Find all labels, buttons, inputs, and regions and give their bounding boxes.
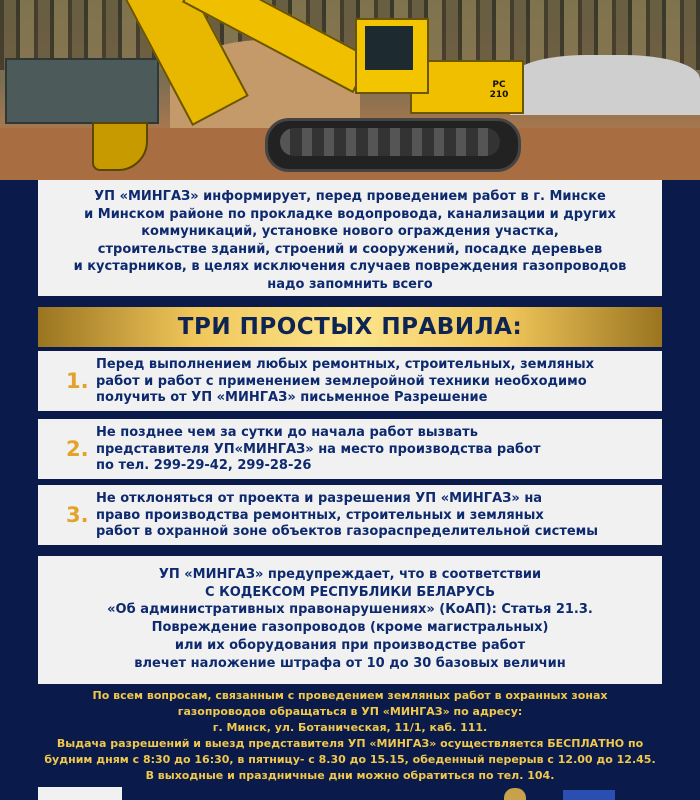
steel-container — [5, 58, 159, 124]
intro-line: и кустарников, в целях исключения случаев повреждения газопроводов — [73, 259, 627, 274]
rule-line: Не отклоняться от проекта и разрешения УП «МИНГАЗ» на — [96, 491, 543, 506]
warning-line: С КОДЕКСОМ РЕСПУБЛИКИ БЕЛАРУСЬ — [205, 584, 495, 600]
badge-icon — [563, 790, 615, 800]
rule-text — [96, 357, 652, 407]
excavator-track-links — [280, 128, 500, 156]
company-logo — [38, 787, 122, 800]
rule-number: 3. — [66, 503, 89, 527]
rule-line: представителя УП«МИНГАЗ» на место производства работ — [96, 441, 541, 457]
footer-line: По всем вопросам, связанным с проведением земляных работ в охранных зонах — [92, 689, 608, 702]
rule-text — [96, 425, 652, 475]
intro-line: и Минском районе по прокладке водопровода, канализации и других — [84, 206, 616, 222]
footer-line: Выдача разрешений и выезд представителя УП «МИНГАЗ» осуществляется БЕСПЛАТНО по — [56, 737, 644, 750]
rule-item — [38, 485, 662, 545]
rule-line: работ и работ с применением землеройной техники необходимо — [96, 373, 587, 389]
excavator-window — [365, 26, 413, 70]
rule-line: получить от УП «МИНГАЗ» письменное Разрешение — [96, 390, 488, 405]
rules-banner-title: ТРИ ПРОСТЫХ ПРАВИЛА: — [38, 307, 662, 347]
footer-line: будним дням с 8:30 до 16:30, в пятницу- с 8.30 до 15.15, обеденный перерыв с 12.00 до 12.45. — [44, 753, 656, 766]
rule-number: 2. — [66, 437, 89, 461]
rule-line: Перед выполнением любых ремонтных, строительных, земляных — [96, 357, 595, 372]
legal-warning — [38, 556, 662, 684]
footer-line: г. Минск, ул. Ботаническая, 11/1, каб. 111. — [212, 721, 488, 734]
footer-line: В выходные и праздничные дни можно обратиться по тел. 104. — [145, 769, 555, 782]
excavator-model-label: PC 210 — [489, 80, 509, 100]
intro-notice — [38, 180, 662, 296]
warning-line: влечет наложение штрафа от 10 до 30 базовых величин — [134, 655, 566, 671]
warning-line: УП «МИНГАЗ» предупреждает, что в соответствии — [158, 567, 542, 582]
contact-footer — [0, 688, 700, 784]
warning-line: «Об административных правонарушениях» (КоАП): Статья 21.3. — [107, 602, 593, 618]
intro-line: строительстве зданий, строений и сооружений, посадке деревьев — [97, 241, 603, 257]
warning-line: Повреждение газопроводов (кроме магистральных) — [151, 620, 549, 636]
intro-line: коммуникаций, установке нового ограждения участка, — [141, 224, 559, 239]
warning-line: или их оборудования при производстве работ — [174, 637, 526, 653]
intro-line: УП «МИНГАЗ» информирует, перед проведением работ в г. Минске — [94, 189, 606, 204]
rule-item — [38, 351, 662, 411]
rule-line: Не позднее чем за сутки до начала работ вызвать — [96, 425, 478, 440]
footer-line: газопроводов обращаться в УП «МИНГАЗ» по адресу: — [177, 705, 523, 718]
rule-line: по тел. 299-29-42, 299-28-26 — [96, 458, 312, 473]
construction-photo — [0, 0, 700, 180]
rule-number: 1. — [66, 369, 89, 393]
emblem-icon — [504, 788, 526, 800]
gravel-pile — [510, 55, 700, 115]
rule-line: работ в охранной зоне объектов газораспределительной системы — [96, 524, 599, 539]
rule-text — [96, 491, 652, 541]
rule-line: право производства ремонтных, строительных и земляных — [96, 507, 544, 523]
intro-line: надо запомнить всего — [267, 276, 433, 292]
rule-item — [38, 419, 662, 479]
